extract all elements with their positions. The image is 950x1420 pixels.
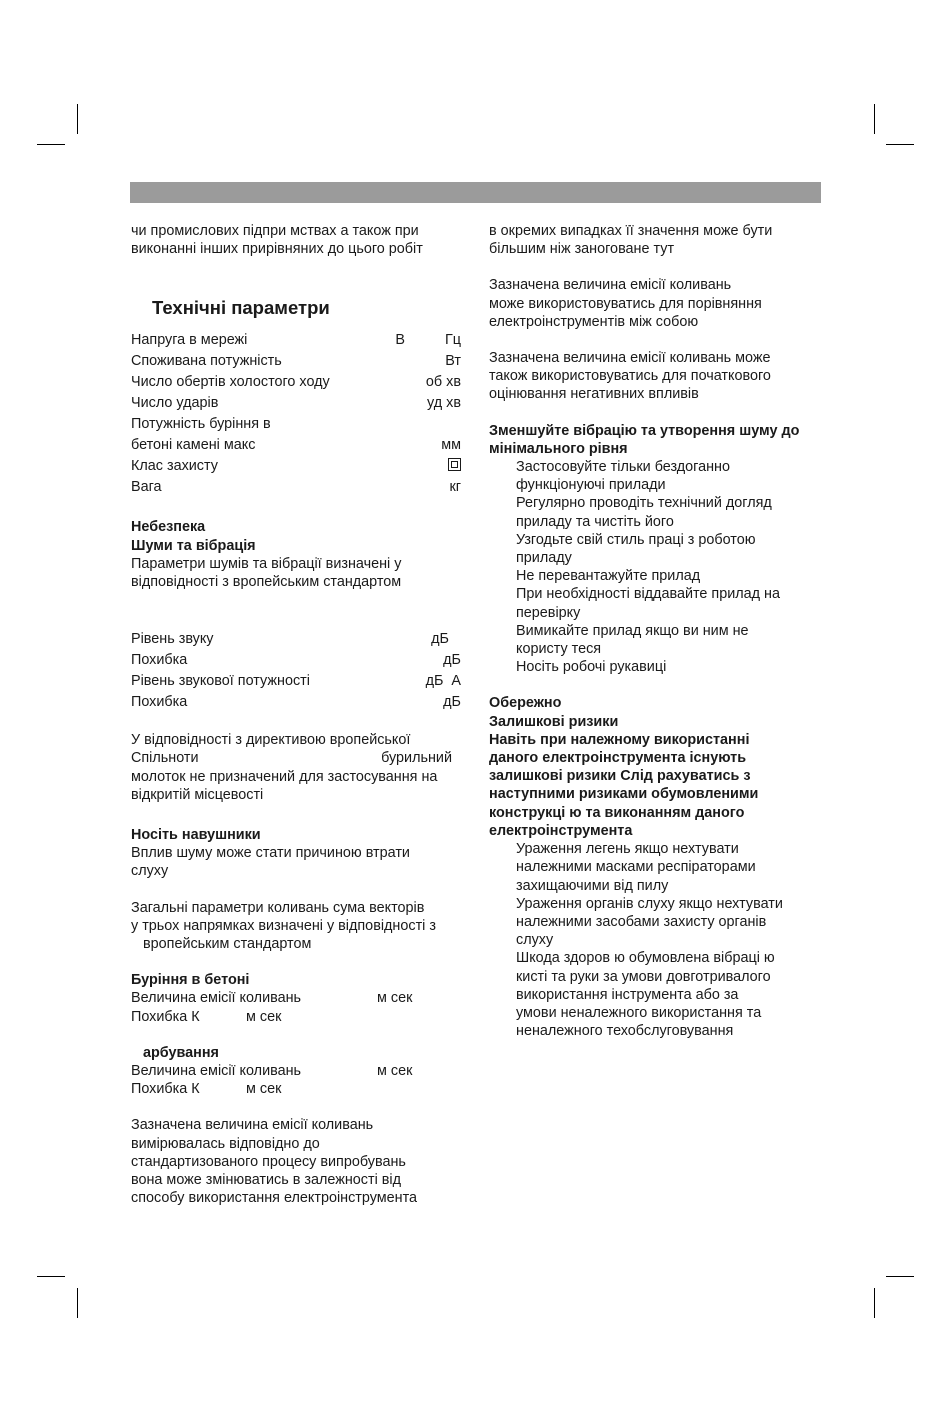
param-unit: Вт <box>445 353 461 370</box>
directive-word: бурильний <box>381 750 452 767</box>
sound-label: Рівень звукової потужності <box>131 673 310 690</box>
noise-heading: Шуми та вібрація <box>131 537 256 554</box>
sound-row <box>131 671 461 692</box>
param-row <box>131 435 461 456</box>
param-label: Клас захисту <box>131 458 218 475</box>
param-label: Вага <box>131 479 162 496</box>
error-label: Похибка К <box>131 1081 200 1098</box>
crop-mark <box>37 1276 65 1277</box>
caution-heading: Обережно <box>489 695 562 712</box>
list-item: Носіть робочі рукавиці <box>516 659 667 676</box>
list-item: користу теся <box>516 641 602 658</box>
crop-mark <box>886 144 914 145</box>
ear-text: слуху <box>131 863 169 880</box>
crop-mark <box>37 144 65 145</box>
error-row <box>131 1008 461 1026</box>
param-unit: В Гц <box>395 332 461 349</box>
list-item: Не перевантажуйте прилад <box>516 568 701 585</box>
sound-row <box>131 692 461 713</box>
param-row <box>131 372 461 393</box>
intro-line: виконанні інших прирівняних до цього робіт <box>131 241 423 258</box>
crop-mark <box>77 104 78 134</box>
body-text: Зазначена величина емісії коливань <box>489 277 732 294</box>
reduce-heading: Зменшуйте вібрацію та утворення шуму до <box>489 422 800 439</box>
body-text: в окремих випадках її значення може бути <box>489 223 773 239</box>
list-item: приладу та чистіть його <box>516 513 674 530</box>
noise-text: відповідності з вропейським стандартом <box>131 574 402 591</box>
param-label: Напруга в мережі <box>131 332 248 349</box>
param-row <box>131 456 461 477</box>
param-label: Число обертів холостого ходу <box>131 374 330 391</box>
sound-table <box>131 629 461 713</box>
list-item: Вимикайте прилад якщо ви ним не <box>516 622 749 639</box>
danger-heading: Небезпека <box>131 519 206 536</box>
header-bar <box>130 182 821 203</box>
vibration-text: у трьох напрямках визначені у відповідності з <box>131 917 436 934</box>
intro-line: чи промислових підпри мствах а також при <box>131 223 419 239</box>
param-label: Потужність буріння в <box>131 416 271 433</box>
vibration-text: вропейським стандартом <box>131 936 312 953</box>
body-text: також використовуватись для початкового <box>489 368 771 385</box>
body-text: Зазначена величина емісії коливань може <box>489 350 771 367</box>
directive-text: У відповідності з директивою вропейської <box>131 732 411 749</box>
residual-text: наступними ризиками обумовленими <box>489 786 759 803</box>
directive-text: відкритій місцевості <box>131 786 264 803</box>
body-text: оцінювання негативних впливів <box>489 386 699 403</box>
tech-params-title: Технічні параметри <box>152 297 330 319</box>
list-item: Шкода здоров ю обумовлена вібраці ю <box>516 950 775 967</box>
param-row <box>131 330 461 351</box>
sound-label: Похибка <box>131 652 188 669</box>
param-row <box>131 351 461 372</box>
residual-text: електроінструмента <box>489 822 633 839</box>
emission-row <box>131 1062 461 1080</box>
risk-list <box>489 840 824 1040</box>
directive-text: молоток не призначений для застосування на <box>131 768 438 785</box>
crop-mark <box>874 1288 875 1318</box>
error-row <box>131 1080 461 1098</box>
reduce-list <box>489 458 824 676</box>
measured-text: вона може змінюватись в залежності від <box>131 1172 401 1189</box>
crop-mark <box>77 1288 78 1318</box>
list-item: Ураження органів слуху якщо нехтувати <box>516 895 783 912</box>
list-item: належними масками респіраторами <box>516 859 756 876</box>
emission-unit: м сек <box>377 1063 413 1080</box>
left-column <box>131 222 461 1207</box>
param-label: Споживана потужність <box>131 353 282 370</box>
list-item: перевірку <box>516 604 581 621</box>
chisel-heading: арбування <box>131 1044 219 1061</box>
sound-label: Похибка <box>131 694 188 711</box>
param-label: Число ударів <box>131 395 219 412</box>
param-unit: кг <box>449 479 461 496</box>
directive-text <box>131 749 461 767</box>
error-unit: м сек <box>246 1081 282 1098</box>
measured-text: Зазначена величина емісії коливань <box>131 1117 374 1134</box>
list-item: Узгодьте свій стиль праці з роботою <box>516 531 756 548</box>
noise-text: Параметри шумів та вібрації визначені у <box>131 555 402 572</box>
param-unit: мм <box>441 437 461 454</box>
list-item: Ураження легень якщо нехтувати <box>516 841 739 858</box>
emission-label: Величина емісії коливань <box>131 990 302 1007</box>
sound-row <box>131 650 461 671</box>
body-text: більшим ніж заноговане тут <box>489 241 675 258</box>
residual-text: Навіть при належному використанні <box>489 731 750 748</box>
param-row <box>131 477 461 498</box>
emission-unit: м сек <box>377 990 413 1007</box>
body-text: може використовуватись для порівняння <box>489 295 762 312</box>
sound-unit: дБ <box>443 652 461 669</box>
body-text: електроінструментів між собою <box>489 313 699 330</box>
sound-row <box>131 629 461 650</box>
error-unit: м сек <box>246 1008 282 1025</box>
param-unit: уд хв <box>427 395 461 412</box>
reduce-heading: мінімального рівня <box>489 440 628 457</box>
emission-label: Величина емісії коливань <box>131 1063 302 1080</box>
directive-word: Спільноти <box>131 750 199 767</box>
sound-unit: дБ А <box>425 673 461 690</box>
ear-text: Вплив шуму може стати причиною втрати <box>131 845 410 862</box>
measured-text: вимірювалась відповідно до <box>131 1135 320 1152</box>
list-item: захищаючими від пилу <box>516 877 669 894</box>
residual-heading: Залишкові ризики <box>489 713 619 730</box>
list-item: функціонуючі прилади <box>516 477 666 494</box>
params-table <box>131 330 461 498</box>
list-item: приладу <box>516 550 572 567</box>
residual-text: конструкці ю та виконанням даного <box>489 804 745 821</box>
list-item: слуху <box>516 932 554 949</box>
crop-mark <box>886 1276 914 1277</box>
list-item: умови неналежного використання та <box>516 1004 762 1021</box>
vibration-text: Загальні параметри коливань сума векторів <box>131 899 425 916</box>
list-item: неналежного техобслуговування <box>516 1023 734 1040</box>
param-label: бетоні камені макс <box>131 437 256 454</box>
param-unit: об хв <box>425 374 461 391</box>
protection-class-icon <box>448 458 461 471</box>
concrete-heading: Буріння в бетоні <box>131 972 250 989</box>
right-column <box>489 222 824 1040</box>
list-item: належними засобами захисту органів <box>516 913 767 930</box>
list-item: Регулярно проводіть технічний догляд <box>516 495 772 512</box>
list-item: кисті та руки за умови довготривалого <box>516 968 771 985</box>
residual-text: даного електроінструмента існують <box>489 750 747 767</box>
error-label: Похибка К <box>131 1008 200 1025</box>
sound-label: Рівень звуку <box>131 631 214 648</box>
param-row <box>131 414 461 435</box>
crop-mark <box>874 104 875 134</box>
residual-text: залишкові ризики Слід рахуватись з <box>489 768 751 785</box>
list-item: Застосовуйте тільки бездоганно <box>516 459 730 476</box>
sound-unit: дБ <box>431 631 461 648</box>
list-item: використання інструмента або за <box>516 986 739 1003</box>
measured-text: стандартизованого процесу випробувань <box>131 1153 406 1170</box>
emission-row <box>131 989 461 1007</box>
sound-unit: дБ <box>443 694 461 711</box>
param-row <box>131 393 461 414</box>
ear-protection-heading: Носіть навушники <box>131 827 261 844</box>
measured-text: способу використання електроінструмента <box>131 1190 418 1207</box>
list-item: При необхідності віддавайте прилад на <box>516 586 780 603</box>
